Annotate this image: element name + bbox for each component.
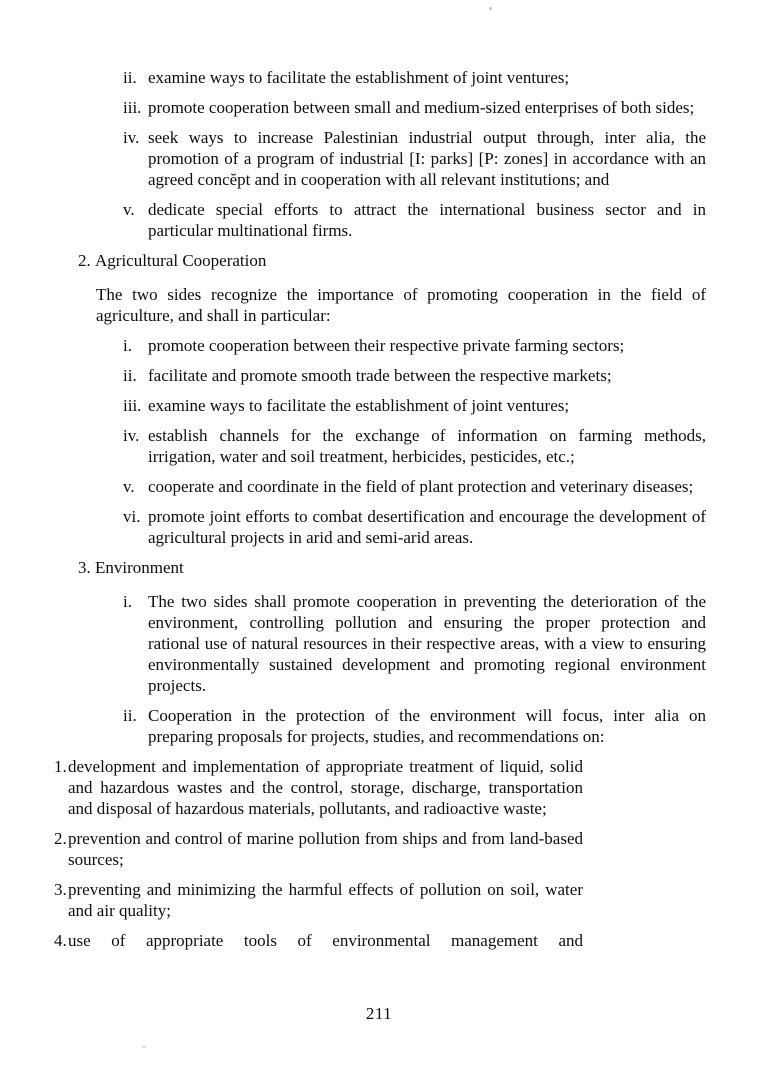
scan-speck bbox=[142, 1046, 146, 1048]
scan-speck bbox=[489, 7, 492, 10]
list-item-marker: iv. bbox=[123, 426, 140, 445]
list-item bbox=[123, 199, 706, 241]
list-item-marker: 3. bbox=[54, 880, 67, 899]
list-item bbox=[123, 395, 706, 416]
page-number: 211 bbox=[365, 1004, 393, 1023]
list-item bbox=[123, 127, 706, 190]
list-item bbox=[123, 591, 706, 696]
industrial-cooperation-continued-list bbox=[0, 67, 758, 241]
section-agricultural-cooperation bbox=[0, 250, 758, 548]
list-item bbox=[54, 879, 583, 921]
list-item bbox=[123, 705, 706, 747]
list-item bbox=[123, 335, 706, 356]
list-item-text: promote cooperation between their respective private farming sectors; bbox=[148, 336, 625, 355]
list-item-text: facilitate and promote smooth trade between the respective markets; bbox=[148, 366, 612, 385]
list-item-marker: 4. bbox=[54, 931, 67, 950]
section-title: Agricultural Cooperation bbox=[95, 251, 267, 270]
list-item bbox=[123, 67, 706, 88]
list-item-text: examine ways to facilitate the establishment of joint ventures; bbox=[148, 68, 570, 87]
list-item-text: dedicate special efforts to attract the international business sector and in particular multinational firms. bbox=[148, 200, 706, 240]
list-item-marker: i. bbox=[123, 592, 132, 611]
list-item-text: use of appropriate tools of environmental management and bbox=[68, 931, 583, 950]
section-2-intro-paragraph: The two sides recognize the importance of promoting cooperation in the field of agriculture, and shall in particular: bbox=[96, 285, 706, 325]
section-title: Environment bbox=[95, 558, 184, 577]
list-item bbox=[123, 425, 706, 467]
list-item-marker: ii. bbox=[123, 706, 137, 725]
list-item-marker: ii. bbox=[123, 366, 137, 385]
list-item-marker: iii. bbox=[123, 98, 142, 117]
environment-proposals-sublist bbox=[54, 756, 758, 951]
list-item-text: promote joint efforts to combat desertification and encourage the development of agricultural projects in arid and semi-arid areas. bbox=[148, 507, 706, 547]
section-environment bbox=[0, 557, 758, 951]
list-item-marker: v. bbox=[123, 477, 135, 496]
list-item-text: seek ways to increase Palestinian industrial output through, inter alia, the promotion of a program of industrial [I: parks] [P: zones] in accordance with an agreed concĕpt and in cooperation with all relevant institutions; and bbox=[148, 128, 706, 189]
list-item bbox=[54, 930, 583, 951]
list-item-text: preventing and minimizing the harmful effects of pollution on soil, water and air quality; bbox=[68, 880, 583, 920]
list-item bbox=[123, 476, 706, 497]
list-item bbox=[54, 828, 583, 870]
list-item bbox=[123, 506, 706, 548]
list-item-text: examine ways to facilitate the establishment of joint ventures; bbox=[148, 396, 570, 415]
list-item-text: promote cooperation between small and medium-sized enterprises of both sides; bbox=[148, 98, 695, 117]
list-item bbox=[123, 97, 706, 118]
list-item-marker: iii. bbox=[123, 396, 142, 415]
section-3-heading bbox=[78, 557, 758, 578]
list-item bbox=[123, 365, 706, 386]
section-2-heading bbox=[78, 250, 758, 271]
list-item-marker: iv. bbox=[123, 128, 140, 147]
list-item-text: establish channels for the exchange of information on farming methods, irrigation, water and soil treatment, herbicides, pesticides, etc.; bbox=[148, 426, 706, 466]
list-item-text: The two sides shall promote cooperation in preventing the deterioration of the environment, controlling pollution and ensuring the proper protection and rational use of natural resources in their respective areas, with a view to ensuring environmentally sustained development and promoting regional environment projects. bbox=[148, 592, 706, 695]
section-number: 2. bbox=[78, 251, 91, 270]
list-item-marker: 1. bbox=[54, 757, 67, 776]
list-item-marker: i. bbox=[123, 336, 132, 355]
section-number: 3. bbox=[78, 558, 91, 577]
list-item-text: cooperate and coordinate in the field of plant protection and veterinary diseases; bbox=[148, 477, 694, 496]
list-item bbox=[54, 756, 583, 819]
list-item-text: development and implementation of appropriate treatment of liquid, solid and hazardous wastes and the control, storage, discharge, transportation and disposal of hazardous materials, pollutants, and radioactive waste; bbox=[68, 757, 583, 818]
list-item-text: Cooperation in the protection of the environment will focus, inter alia on preparing proposals for projects, studies, and recommendations on: bbox=[148, 706, 706, 746]
list-item-marker: v. bbox=[123, 200, 135, 219]
list-item-marker: vi. bbox=[123, 507, 141, 526]
list-item-marker: ii. bbox=[123, 68, 137, 87]
list-item-text: prevention and control of marine pollution from ships and from land-based sources; bbox=[68, 829, 583, 869]
list-item-marker: 2. bbox=[54, 829, 67, 848]
